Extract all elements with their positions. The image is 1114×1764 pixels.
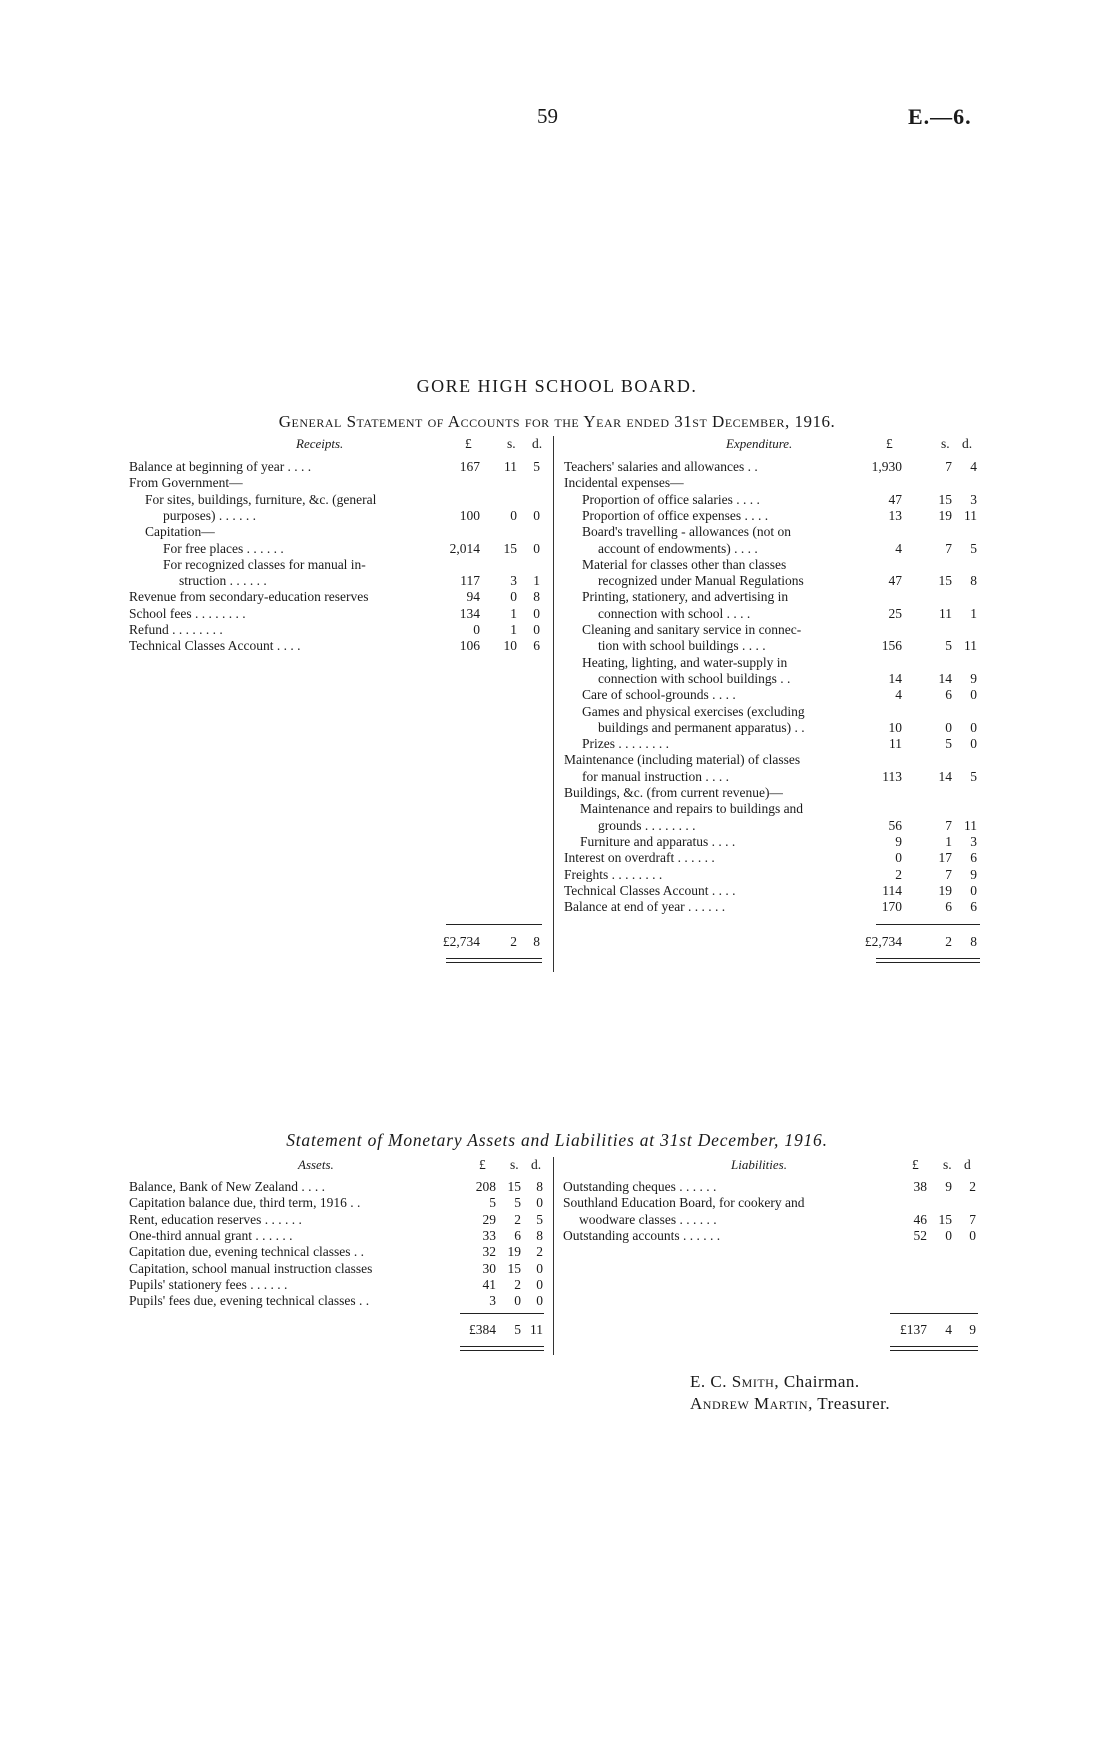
expenditure-row — [0, 524, 1114, 540]
receipts-row-pounds: 167 — [459, 459, 480, 474]
expenditure-row — [0, 704, 1114, 720]
expenditure-row-pounds: 11 — [889, 736, 902, 752]
assets-row-shillings: 0 — [514, 1293, 521, 1309]
expenditure-row-shillings: 6 — [945, 899, 952, 915]
expenditure-row-label: Proportion of office expenses . . . . — [582, 507, 769, 523]
assets-row-pence: 0 — [536, 1276, 543, 1292]
assets-total-row-pence: 11 — [530, 1322, 543, 1337]
expenditure-row-shillings: 7 — [945, 459, 952, 474]
assets-row-shillings: 2 — [514, 1211, 521, 1227]
expenditure-row-pence: 11 — [964, 638, 977, 654]
liabilities-col-shillings: s. — [943, 1157, 952, 1172]
assets-row-label: Pupils' stationery fees . . . . . . — [129, 1276, 288, 1292]
expenditure-row — [0, 557, 1114, 573]
assets-row-pounds: 32 — [482, 1244, 496, 1260]
expenditure-row — [0, 589, 1114, 605]
assets-liabilities-title: Statement of Monetary Assets and Liabilities at 31st December, 1916. — [286, 1130, 828, 1150]
expenditure-row-pence: 6 — [970, 850, 977, 866]
assets-col-pence: d. — [531, 1157, 542, 1172]
receipts-row-pounds: 117 — [460, 573, 480, 589]
liabilities-row-shillings: 15 — [938, 1211, 952, 1227]
assets-total-double-rule-top — [460, 1346, 544, 1347]
liabilities-row-label: Outstanding accounts . . . . . . — [563, 1227, 721, 1243]
expenditure-row-shillings: 14 — [938, 670, 952, 686]
expenditure-row — [0, 638, 1114, 654]
receipts-total-row-shillings: 2 — [510, 934, 517, 949]
assets-total-rule — [460, 1313, 544, 1314]
receipts-row-shillings: 0 — [510, 589, 517, 605]
receipts-row-pounds: 0 — [473, 622, 480, 637]
expenditure-row-pounds: 14 — [888, 670, 902, 686]
liabilities-row — [0, 1212, 1114, 1228]
liabilities-row — [0, 1195, 1114, 1211]
expenditure-row-shillings: 6 — [945, 687, 952, 703]
assets-row-pounds: 41 — [482, 1276, 496, 1292]
assets-row-label: Balance, Bank of New Zealand . . . . — [129, 1179, 326, 1194]
assets-col-pounds: £ — [479, 1157, 486, 1172]
expenditure-row-label: Maintenance (including material) of classes — [564, 752, 801, 768]
expenditure-row — [0, 785, 1114, 801]
liabilities-col-pence: d — [964, 1157, 971, 1172]
assets-row-pence: 2 — [536, 1244, 543, 1260]
expenditure-row-label: Printing, stationery, and advertising in — [582, 589, 789, 605]
assets-row-pence: 0 — [536, 1293, 543, 1309]
assets-row-pence: 8 — [536, 1227, 543, 1243]
expenditure-row-pence: 3 — [970, 491, 977, 507]
expenditure-row-label: Material for classes other than classes — [582, 556, 787, 572]
expenditure-row-label: Teachers' salaries and allowances . . — [564, 459, 758, 474]
expenditure-row-label: grounds . . . . . . . . — [598, 817, 696, 833]
expenditure-total-row-pounds: £2,734 — [864, 934, 902, 949]
expenditure-row — [0, 655, 1114, 671]
expenditure-total-row-pence: 8 — [970, 934, 977, 949]
expenditure-row-label: Technical Classes Account . . . . — [564, 882, 736, 898]
assets-row-pounds: 33 — [482, 1227, 496, 1243]
expenditure-row-label: Care of school-grounds . . . . — [582, 687, 736, 703]
expenditure-row-label: Heating, lighting, and water-supply in — [582, 654, 788, 670]
receipts-row-pence: 0 — [533, 605, 540, 621]
receipts-row-label: Capitation— — [145, 524, 215, 540]
liabilities-total-row-shillings: 4 — [945, 1322, 952, 1337]
assets-row-pence: 0 — [536, 1260, 543, 1276]
assets-row-shillings: 15 — [507, 1260, 521, 1276]
expenditure-row-pounds: 156 — [881, 638, 902, 654]
expenditure-row — [0, 459, 1114, 475]
liabilities-row-pence: 2 — [969, 1179, 976, 1194]
expenditure-row — [0, 687, 1114, 703]
liabilities-total-row-pence: 9 — [969, 1322, 976, 1337]
expenditure-row — [0, 606, 1114, 622]
expenditure-row — [0, 867, 1114, 883]
receipts-row-pence: 1 — [533, 573, 540, 589]
assets-row-label: Capitation, school manual instruction classes — [129, 1260, 373, 1276]
liabilities-total-row — [0, 1322, 1114, 1338]
expenditure-row — [0, 720, 1114, 736]
expenditure-row-pence: 0 — [970, 719, 977, 735]
assets-row-pence: 8 — [536, 1179, 543, 1194]
expenditure-row-pence: 11 — [964, 507, 977, 523]
expenditure-row — [0, 769, 1114, 785]
statement-title: General Statement of Accounts for the Year ended 31st December, 1916. — [278, 412, 836, 431]
expenditure-row-pence: 8 — [970, 573, 977, 589]
expenditure-row-shillings: 19 — [938, 507, 952, 523]
expenditure-row — [0, 801, 1114, 817]
expenditure-row-shillings: 7 — [945, 540, 952, 556]
expenditure-row-pence: 5 — [970, 540, 977, 556]
receipts-row-shillings: 10 — [503, 638, 517, 654]
receipts-row-label: For sites, buildings, furniture, &c. (general — [145, 491, 377, 507]
expenditure-col-shillings: s. — [941, 436, 950, 451]
receipts-row-pence: 6 — [533, 638, 540, 654]
expenditure-row — [0, 475, 1114, 491]
liabilities-row-label: woodware classes . . . . . . — [579, 1211, 717, 1227]
liabilities-row-pounds: 46 — [913, 1211, 927, 1227]
receipts-row-label: Technical Classes Account . . . . — [129, 638, 301, 654]
receipts-row-label: struction . . . . . . — [179, 573, 267, 589]
receipts-total-double-rule-top — [446, 958, 542, 959]
expenditure-row-shillings: 11 — [939, 605, 952, 621]
liabilities-heading: Liabilities. — [731, 1157, 787, 1172]
expenditure-row-pounds: 13 — [888, 507, 902, 523]
signature-chairman — [690, 1372, 860, 1392]
assets-row-pence: 5 — [536, 1211, 543, 1227]
expenditure-row-label: Proportion of office salaries . . . . — [582, 491, 760, 507]
expenditure-row-label: for manual instruction . . . . — [582, 768, 729, 784]
receipts-row-pence: 5 — [533, 459, 540, 474]
assets-row-pounds: 208 — [475, 1179, 496, 1194]
expenditure-row-pounds: 2 — [895, 866, 902, 882]
expenditure-row-pence: 5 — [970, 768, 977, 784]
expenditure-row — [0, 752, 1114, 768]
expenditure-row-pence: 0 — [970, 882, 977, 898]
receipts-col-pence: d. — [532, 436, 543, 451]
expenditure-row-shillings: 14 — [938, 768, 952, 784]
expenditure-row-shillings: 17 — [938, 850, 952, 866]
receipts-row-pence: 0 — [533, 540, 540, 556]
liabilities-row-pence: 7 — [969, 1211, 976, 1227]
expenditure-row-shillings: 7 — [945, 866, 952, 882]
liabilities-row — [0, 1228, 1114, 1244]
expenditure-row — [0, 818, 1114, 834]
board-title: GORE HIGH SCHOOL BOARD. — [416, 376, 698, 396]
receipts-row-pounds: 94 — [466, 589, 480, 605]
assets-row-label: One-third annual grant . . . . . . — [129, 1227, 293, 1243]
assets-heading: Assets. — [298, 1157, 334, 1172]
expenditure-row-pence: 6 — [970, 899, 977, 915]
assets-total-row-pounds: £384 — [469, 1322, 496, 1337]
assets-row-shillings: 5 — [514, 1195, 521, 1211]
expenditure-row-pounds: 113 — [882, 768, 902, 784]
expenditure-row — [0, 850, 1114, 866]
expenditure-row-shillings: 5 — [945, 736, 952, 752]
receipts-row-shillings: 11 — [504, 459, 517, 474]
expenditure-row-pounds: 114 — [882, 882, 902, 898]
liabilities-row-shillings: 0 — [945, 1227, 952, 1243]
expenditure-row-label: Incidental expenses— — [564, 475, 684, 491]
expenditure-row-pounds: 10 — [888, 719, 902, 735]
expenditure-row — [0, 671, 1114, 687]
expenditure-row-pounds: 47 — [888, 573, 902, 589]
expenditure-row-label: Prizes . . . . . . . . — [582, 736, 669, 752]
assets-row-label: Capitation balance due, third term, 1916 . . — [129, 1195, 361, 1211]
liabilities-total-row-pounds: £137 — [900, 1322, 927, 1337]
expenditure-row — [0, 899, 1114, 915]
expenditure-row-label: Board's travelling - allowances (not on — [582, 524, 791, 540]
expenditure-row-pence: 3 — [970, 833, 977, 849]
receipts-row-pounds: 100 — [459, 507, 480, 523]
receipts-row-label: Revenue from secondary-education reserves — [129, 589, 369, 605]
expenditure-total-row — [0, 934, 1114, 950]
expenditure-row-label: recognized under Manual Regulations — [598, 573, 804, 589]
receipts-total-row-pounds: £2,734 — [442, 934, 480, 949]
assets-row-shillings: 19 — [507, 1244, 521, 1260]
expenditure-row — [0, 834, 1114, 850]
receipts-row-pence: 0 — [533, 507, 540, 523]
expenditure-row-label: Interest on overdraft . . . . . . — [564, 850, 715, 866]
assets-row-pence: 0 — [536, 1195, 543, 1211]
assets-row-shillings: 15 — [507, 1179, 521, 1194]
receipts-row-pounds: 134 — [459, 605, 480, 621]
expenditure-row-pence: 9 — [970, 670, 977, 686]
expenditure-row-label: Cleaning and sanitary service in connec- — [582, 622, 802, 637]
liabilities-row-label: Outstanding cheques . . . . . . — [563, 1179, 717, 1194]
expenditure-row-pounds: 56 — [888, 817, 902, 833]
receipts-row-pence: 8 — [533, 589, 540, 605]
expenditure-heading: Expenditure. — [726, 436, 793, 451]
expenditure-row-label: tion with school buildings . . . . — [598, 638, 766, 654]
assets-row-pounds: 30 — [482, 1260, 496, 1276]
expenditure-row-label: connection with school buildings . . — [598, 670, 791, 686]
receipts-row-label: For recognized classes for manual in- — [163, 556, 366, 572]
signature-chairman-role: Chairman. — [783, 1372, 860, 1391]
expenditure-row-shillings: 15 — [938, 573, 952, 589]
receipts-row-pounds: 106 — [459, 638, 480, 654]
expenditure-row — [0, 541, 1114, 557]
assets-row-pounds: 5 — [489, 1195, 496, 1211]
receipts-row-pounds: 2,014 — [449, 540, 480, 556]
expenditure-row-pence: 4 — [970, 459, 977, 474]
receipts-row-label: Refund . . . . . . . . — [129, 622, 223, 637]
assets-row — [0, 1244, 1114, 1260]
expenditure-row-pence: 0 — [970, 687, 977, 703]
liabilities-total-double-rule-top — [890, 1346, 978, 1347]
receipts-total-row-pence: 8 — [533, 934, 540, 949]
expenditure-row-label: account of endowments) . . . . — [598, 540, 758, 556]
expenditure-row-shillings: 0 — [945, 719, 952, 735]
receipts-row-shillings: 3 — [510, 573, 517, 589]
expenditure-row — [0, 573, 1114, 589]
receipts-row-label: Balance at beginning of year . . . . — [129, 459, 312, 474]
expenditure-row-pence: 11 — [964, 817, 977, 833]
receipts-total-double-rule-bottom — [446, 962, 542, 963]
signature-chairman-name: E. C. Smith, — [690, 1372, 780, 1391]
expenditure-row-pounds: 4 — [895, 687, 902, 703]
assets-total-double-rule-bottom — [460, 1350, 544, 1351]
assets-row — [0, 1261, 1114, 1277]
liabilities-row-shillings: 9 — [945, 1179, 952, 1194]
expenditure-row — [0, 883, 1114, 899]
expenditure-col-pence: d. — [962, 436, 973, 451]
liabilities-row-pounds: 38 — [913, 1179, 927, 1194]
signature-treasurer — [690, 1394, 890, 1414]
expenditure-row-pence: 9 — [970, 866, 977, 882]
assets-row-label: Pupils' fees due, evening technical classes . . — [129, 1293, 370, 1309]
expenditure-total-rule — [876, 924, 980, 925]
assets-col-shillings: s. — [510, 1157, 519, 1172]
expenditure-row-pence: 0 — [970, 736, 977, 752]
expenditure-row-label: Freights . . . . . . . . — [564, 866, 663, 882]
liabilities-row — [0, 1179, 1114, 1195]
assets-row-label: Capitation due, evening technical classes . . — [129, 1244, 365, 1260]
signature-treasurer-name: Andrew Martin, — [690, 1394, 813, 1413]
assets-row — [0, 1293, 1114, 1309]
expenditure-row-shillings: 5 — [945, 638, 952, 654]
expenditure-row — [0, 508, 1114, 524]
expenditure-row-label: connection with school . . . . — [598, 605, 751, 621]
expenditure-row-pence: 1 — [970, 605, 977, 621]
receipts-row-shillings: 1 — [510, 622, 517, 637]
liabilities-row-pounds: 52 — [913, 1227, 927, 1243]
assets-row-pounds: 3 — [489, 1293, 496, 1309]
expenditure-row-shillings: 1 — [945, 833, 952, 849]
receipts-total-rule — [446, 924, 542, 925]
liabilities-row-pence: 0 — [969, 1227, 976, 1243]
expenditure-row-label: Furniture and apparatus . . . . — [580, 833, 736, 849]
liabilities-col-pounds: £ — [912, 1157, 919, 1172]
expenditure-row-label: Balance at end of year . . . . . . — [564, 899, 726, 915]
signature-treasurer-role: Treasurer. — [817, 1394, 891, 1413]
expenditure-row — [0, 622, 1114, 638]
expenditure-row-pounds: 25 — [888, 605, 902, 621]
expenditure-col-pounds: £ — [886, 436, 893, 451]
expenditure-row-label: Maintenance and repairs to buildings and — [580, 801, 804, 817]
expenditure-row-pounds: 170 — [881, 899, 902, 915]
liabilities-row-label: Southland Education Board, for cookery and — [563, 1195, 805, 1211]
document-reference: E.—6. — [908, 104, 972, 129]
assets-row — [0, 1277, 1114, 1293]
receipts-col-pounds: £ — [465, 436, 472, 451]
expenditure-row-pounds: 0 — [895, 850, 902, 866]
receipts-row-shillings: 1 — [510, 605, 517, 621]
assets-row-shillings: 6 — [514, 1227, 521, 1243]
receipts-row-label: purposes) . . . . . . — [163, 507, 256, 523]
assets-row-pounds: 29 — [482, 1211, 496, 1227]
expenditure-total-row-shillings: 2 — [945, 934, 952, 949]
expenditure-row — [0, 492, 1114, 508]
liabilities-total-rule — [890, 1313, 978, 1314]
receipts-row-label: School fees . . . . . . . . — [129, 605, 246, 621]
receipts-heading: Receipts. — [296, 436, 344, 451]
expenditure-row-label: Games and physical exercises (excluding — [582, 703, 805, 719]
expenditure-row-pounds: 4 — [895, 540, 902, 556]
expenditure-row-label: buildings and permanent apparatus) . . — [598, 719, 805, 735]
assets-total-row-shillings: 5 — [514, 1322, 521, 1337]
expenditure-row — [0, 736, 1114, 752]
expenditure-total-double-rule-bottom — [876, 962, 980, 963]
receipts-row-label: From Government— — [129, 475, 243, 491]
expenditure-row-pounds: 47 — [888, 491, 902, 507]
liabilities-total-double-rule-bottom — [890, 1350, 978, 1351]
receipts-row-label: For free places . . . . . . — [163, 540, 284, 556]
receipts-row-pence: 0 — [533, 622, 540, 637]
expenditure-total-double-rule-top — [876, 958, 980, 959]
receipts-row-shillings: 0 — [510, 507, 517, 523]
expenditure-row-shillings: 15 — [938, 491, 952, 507]
expenditure-row-pounds: 1,930 — [871, 459, 902, 474]
expenditure-row-shillings: 19 — [938, 882, 952, 898]
receipts-col-shillings: s. — [507, 436, 516, 451]
page-number: 59 — [537, 104, 558, 128]
expenditure-row-shillings: 7 — [945, 817, 952, 833]
assets-row-label: Rent, education reserves . . . . . . — [129, 1211, 302, 1227]
receipts-row-shillings: 15 — [503, 540, 517, 556]
expenditure-row-label: Buildings, &c. (from current revenue)— — [564, 785, 783, 800]
assets-row-shillings: 2 — [514, 1276, 521, 1292]
expenditure-row-pounds: 9 — [895, 833, 902, 849]
